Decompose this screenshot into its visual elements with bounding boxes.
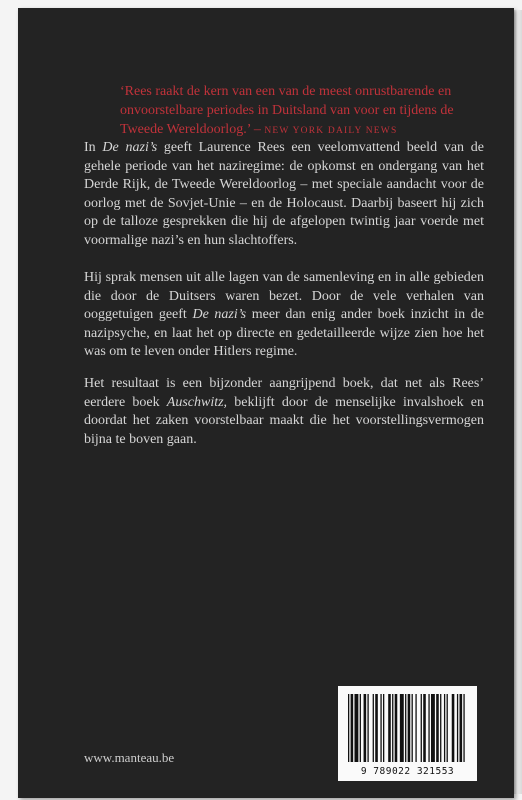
barcode-bar xyxy=(348,694,349,762)
barcode-bar xyxy=(373,694,374,762)
barcode-bar xyxy=(392,694,393,762)
barcode-bar xyxy=(412,694,413,762)
p2-text-before: Hij sprak mensen uit alle lagen van de samenleving en in alle gebieden die door de Duitsers waren bezet. Door de vele verhalen van ooggetuigen geeft xyxy=(84,270,484,322)
barcode-bar xyxy=(460,694,463,762)
barcode-bar xyxy=(360,694,361,762)
p1-prefix: In xyxy=(84,140,96,155)
barcode-bar xyxy=(457,694,458,762)
barcode-bar xyxy=(367,694,368,762)
barcode-bar xyxy=(375,694,378,762)
isbn-barcode-label xyxy=(338,686,477,781)
barcode-bar xyxy=(351,694,354,762)
p1-text: geeft Laurence Rees een veelomvattend beeld van de gehele periode van het naziregime: de opkomst en ondergang van het Derde Rijk, de Tweede Wereldoorlog – met speciale aandacht voor de oorlog met de Sovjet-Unie – en de Holocaust. Daarbij baseert hij zich op de talloze gesprekken die hij de afgelopen twintig jaar voerde met voormalige nazi’s en hun slachtoffers. xyxy=(84,140,484,248)
isbn-number: 9 789022 321553 xyxy=(360,766,455,777)
barcode-bar xyxy=(395,694,398,762)
barcode-bar xyxy=(408,694,411,762)
barcode-bar xyxy=(364,694,367,762)
barcode-bar xyxy=(405,694,406,762)
barcode-bar xyxy=(440,694,441,762)
barcode-bar xyxy=(444,694,445,762)
barcode-bar xyxy=(423,694,426,762)
barcode-bar xyxy=(354,694,358,762)
barcode-bar xyxy=(452,694,455,762)
quote-source: NEW YORK DAILY NEWS xyxy=(264,126,398,136)
barcode-bar xyxy=(400,694,404,762)
p2-text-after: meer dan enig ander boek inzicht in de nazipsyche, en laat het op directe en gedetailleerde wijze zien hoe het was om te leven onder Hitlers regime. xyxy=(84,307,484,359)
barcode-bar xyxy=(431,694,435,762)
p2-book-title: De nazi’s xyxy=(192,307,247,322)
blurb-paragraph-3 xyxy=(84,375,484,449)
barcode-bar xyxy=(428,694,429,762)
quote-text: ‘Rees raakt de kern van een van de meest onrustbarende en onvoorstelbare periodes in Duitsland van voor en tijdens de Tweede Wereldoorlog.’ – xyxy=(120,84,454,137)
barcode-icon xyxy=(348,694,466,762)
p3-text-after: beklijft door de menselijke invalshoek en doordat het zaken voorstelbaar maakt die het voorstellingsvermogen bijna te boven gaan. xyxy=(84,394,485,447)
publisher-website: www.manteau.be xyxy=(84,750,175,765)
barcode-bar xyxy=(421,694,422,762)
p3-book-title: Auschwitz, xyxy=(166,394,228,410)
page-block-edge xyxy=(514,10,522,794)
barcode-bar xyxy=(380,694,381,762)
barcode-bar xyxy=(388,694,391,762)
blurb-paragraph-1 xyxy=(84,139,484,250)
barcode-bar xyxy=(436,694,439,762)
barcode-bar xyxy=(447,694,448,762)
barcode-bar xyxy=(463,694,464,762)
press-quote xyxy=(120,82,465,141)
p3-text-before: Het resultaat is een bijzonder aangrijpend boek, dat net als Rees’ eerdere boek xyxy=(84,376,484,410)
blurb-paragraph-2 xyxy=(84,269,484,362)
p1-book-title: De nazi’s xyxy=(102,140,158,155)
barcode-bar xyxy=(415,694,416,762)
barcode-bar xyxy=(383,694,384,762)
